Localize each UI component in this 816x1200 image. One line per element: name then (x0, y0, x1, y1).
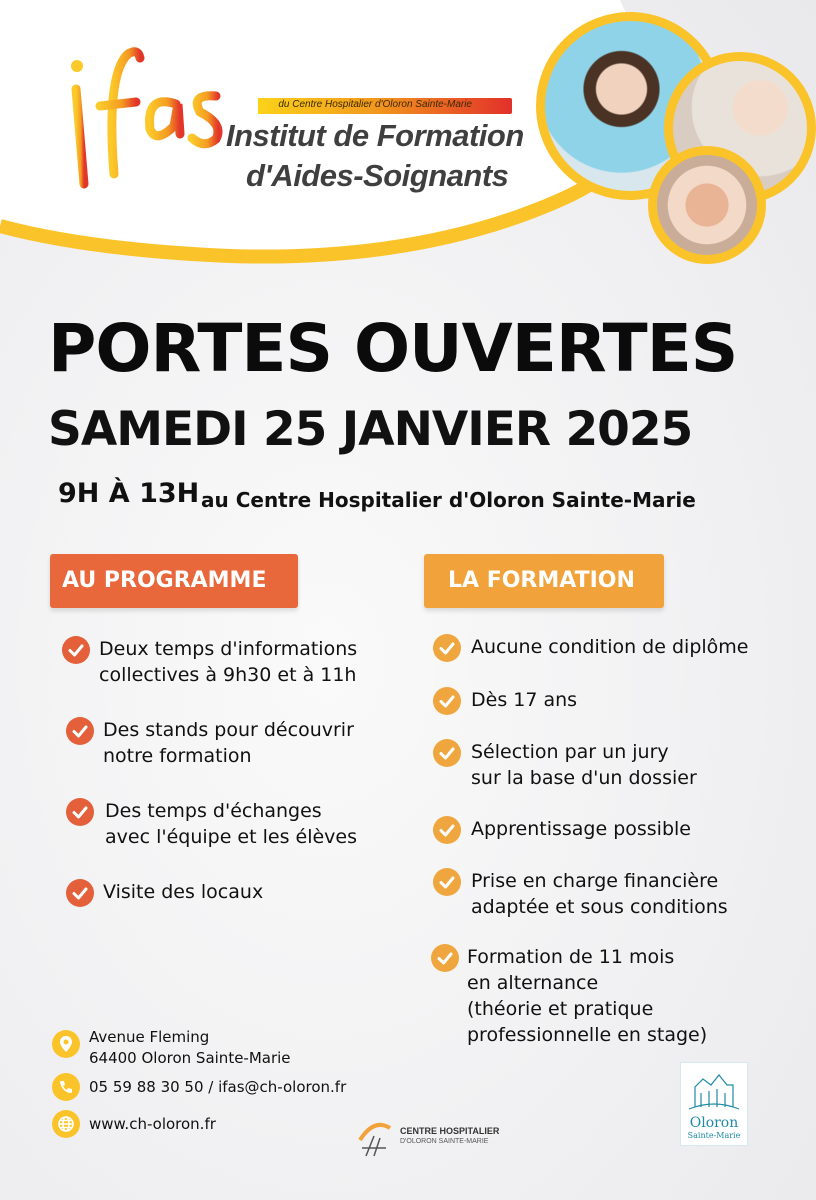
location-pin-icon (52, 1030, 80, 1058)
formation-item-3: Sélection par un jury sur la base d'un dossier (471, 741, 697, 789)
ifas-logo (66, 34, 246, 199)
formation-item-4: Apprentissage possible (471, 818, 691, 840)
check-icon (433, 816, 461, 844)
phone-email[interactable]: 05 59 88 30 50 / ifas@ch-oloron.fr (89, 1078, 347, 1096)
event-date: SAMEDI 25 JANVIER 2025 (48, 402, 693, 457)
check-icon (431, 944, 459, 972)
centre-hospitalier-logo (352, 1116, 502, 1158)
check-icon (433, 868, 461, 896)
oloron-logo-line2: Sainte-Marie (687, 1131, 741, 1140)
formation-item-5: Prise en charge financière adaptée et sous conditions (471, 870, 728, 918)
address: Avenue Fleming 64400 Oloron Sainte-Marie (89, 1028, 291, 1067)
photo-hands (648, 146, 766, 264)
oloron-logo (680, 1062, 748, 1146)
check-icon (433, 634, 461, 662)
formation-item-1: Aucune condition de diplôme (471, 636, 749, 658)
logo-subtitle-bar (258, 98, 512, 114)
ch-logo-line1: CENTRE HOSPITALIER (400, 1126, 500, 1136)
oloron-logo-line1: Oloron (689, 1115, 739, 1131)
globe-icon (52, 1110, 80, 1138)
check-icon (66, 717, 94, 745)
programme-item-3: Des temps d'échanges avec l'équipe et les élèves (105, 800, 358, 848)
check-icon (433, 687, 461, 715)
event-location: au Centre Hospitalier d'Oloron Sainte-Marie (201, 488, 696, 512)
check-icon (66, 879, 94, 907)
phone-icon (52, 1073, 80, 1101)
formation-heading: LA FORMATION (424, 554, 664, 608)
logo-title-line1: Institut de Formation (226, 118, 524, 153)
website-link[interactable]: www.ch-oloron.fr (89, 1115, 216, 1133)
logo-title-line2: d'Aides-Soignants (246, 158, 509, 193)
programme-item-2: Des stands pour découvrir notre formation (103, 719, 354, 767)
event-hours: 9H À 13H (58, 478, 200, 509)
programme-heading: AU PROGRAMME (50, 554, 298, 608)
programme-item-4: Visite des locaux (103, 881, 264, 903)
page-title: PORTES OUVERTES (48, 310, 738, 387)
check-icon (62, 636, 90, 664)
check-icon (433, 739, 461, 767)
formation-item-2: Dès 17 ans (471, 689, 578, 711)
ch-logo-line2: D'OLORON SAINTE-MARIE (400, 1138, 489, 1145)
formation-item-6: Formation de 11 mois en alternance (théorie et pratique professionnelle en stage) (467, 946, 708, 1046)
logo-subtitle: du Centre Hospitalier d'Oloron Sainte-Marie (278, 99, 472, 110)
check-icon (66, 798, 94, 826)
programme-item-1: Deux temps d'informations collectives à 9h30 et à 11h (99, 638, 358, 686)
